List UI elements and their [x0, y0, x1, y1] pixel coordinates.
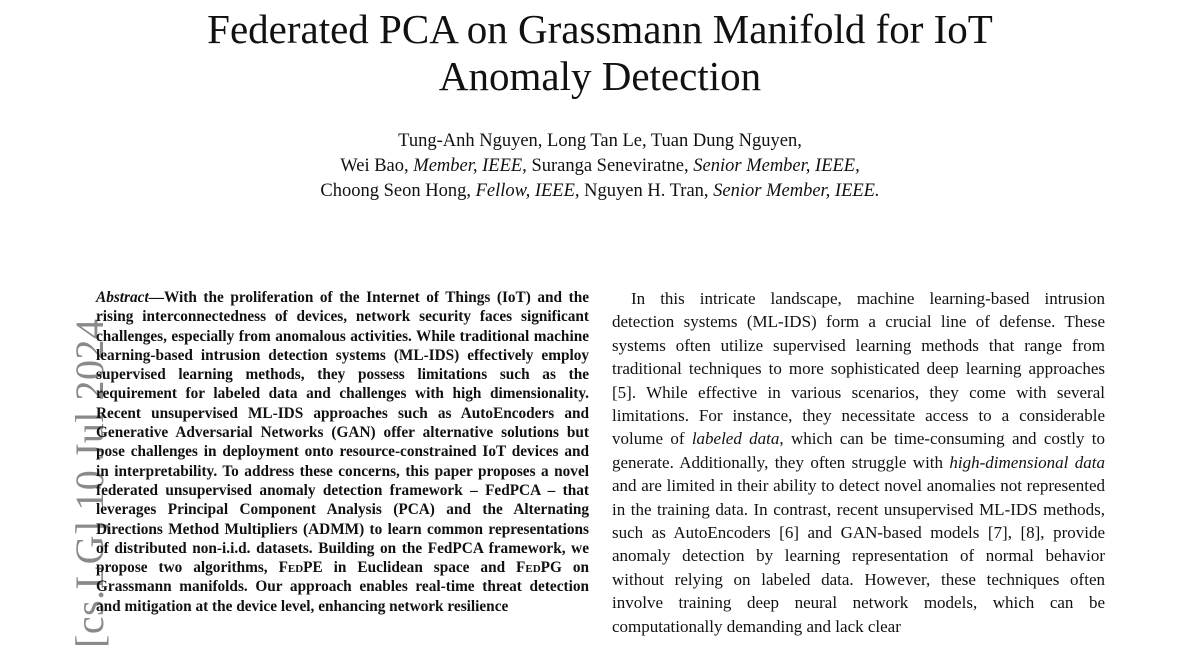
author-name: Nguyen H. Tran,: [584, 181, 709, 201]
body-text: In this intricate landscape, machine learning-based intrusion detection systems (ML-IDS) form a crucial line of defense. These systems often utilize supervised learning methods that range from traditional techniques to more sophisticated deep learning approaches [5]. While effective in various scenarios, they come with several limitations. For instance, they necessitate access to a considerable volume of: [612, 289, 1105, 449]
author-name: Wei Bao,: [340, 156, 409, 176]
abstract-paragraph: [96, 288, 589, 616]
author-role: Member, IEEE,: [413, 156, 527, 176]
body-text: and are limited in their ability to detect novel anomalies not represented in the training data. In contrast, recent unsupervised ML-IDS methods, such as AutoEncoders [6] and GAN-based models [7], [8], provide anomaly detection by learning representation of normal behavior without relying on labeled data. However, these techniques often involve training deep neural network models, which can be computationally demanding and lack clear: [612, 476, 1105, 636]
author-list: [0, 129, 1200, 204]
author-role: Senior Member, IEEE,: [693, 156, 860, 176]
abstract-text: —With the proliferation of the Internet of Things (IoT) and the rising interconnectedness of devices, network security faces significant challenges, especially from anomalous activities. While traditional machine learning-based intrusion detection systems (ML-IDS) effectively employ supervised learning methods, they possess limitations such as the requirement for labeled data and challenges with high dimensionality. Recent unsupervised ML-IDS approaches such as AutoEncoders and Generative Adversarial Networks (GAN) offer alternative solutions but pose challenges in deployment onto resource-constrained IoT devices and in interpretability. To address these concerns, this paper proposes a novel federated unsupervised anomaly detection framework – FedPCA – that leverages Principal Component Analysis (PCA) and the Alternating Directions Method Multipliers (ADMM) to learn common representations of distributed non-i.i.d. datasets. Building on the FedPCA framework, we propose two algorithms,: [96, 289, 589, 577]
author-name: Choong Seon Hong,: [320, 181, 471, 201]
algorithm-name: FedPE: [278, 559, 323, 577]
title-line-1: Federated PCA on Grassmann Manifold for IoT: [207, 6, 993, 52]
algorithm-name: FedPG: [516, 559, 562, 577]
body-paragraph: [612, 287, 1105, 638]
author-line-3: [0, 179, 1200, 204]
title-line-2: Anomaly Detection: [438, 53, 762, 99]
paper-title: [0, 6, 1200, 100]
author-role: Senior Member, IEEE.: [713, 181, 880, 201]
abstract-text: on Grassmann manifolds. Our approach enables real-time threat detection and mitigation at the device level, enhancing network resilience: [96, 559, 590, 615]
arxiv-sidebar-stamp: [cs.LG] 10 Jul 2024: [67, 318, 112, 648]
author-line-2: [0, 154, 1200, 179]
author-role: Fellow, IEEE,: [475, 181, 580, 201]
author-line-1: Tung-Anh Nguyen, Long Tan Le, Tuan Dung Nguyen,: [398, 131, 802, 151]
body-emphasis: high-dimensional data: [949, 452, 1105, 472]
abstract-text: in Euclidean space and: [322, 559, 517, 577]
body-emphasis: labeled data: [691, 429, 780, 449]
author-name: Suranga Seneviratne,: [531, 156, 689, 176]
abstract-label: Abstract: [96, 289, 149, 306]
body-text: , which can be time-consuming and costly to generate. Additionally, they often struggle with: [612, 429, 1105, 472]
